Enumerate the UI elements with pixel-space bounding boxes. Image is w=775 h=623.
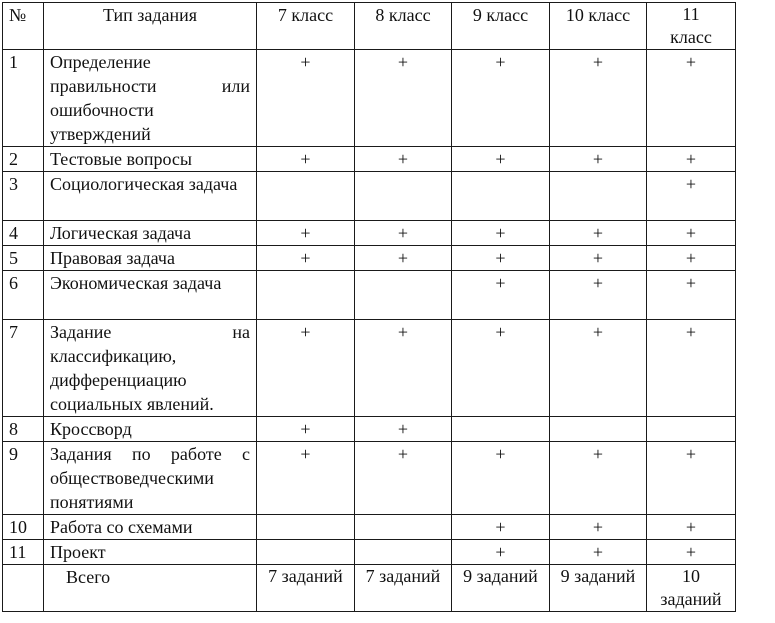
total-grade-8 (355, 565, 452, 612)
task-type-cell: Тестовые вопросы (44, 147, 257, 172)
grade-11-mark: + (647, 442, 736, 515)
grade-10-mark: + (550, 515, 647, 540)
row-number: 8 (3, 417, 44, 442)
grade-10-mark: + (550, 147, 647, 172)
task-type-cell: Правовая задача (44, 246, 257, 271)
row-number: 6 (3, 271, 44, 320)
table-row (3, 442, 736, 515)
grade-9-mark: + (452, 50, 550, 147)
table-row (3, 246, 736, 271)
grade-10-mark: + (550, 442, 647, 515)
grade-11-mark: + (647, 540, 736, 565)
total-number-cell (3, 565, 44, 612)
table-row (3, 50, 736, 147)
grade-11-mark: + (647, 320, 736, 417)
task-type-cell: Социологическая задача (44, 172, 257, 221)
grade-10-mark (550, 417, 647, 442)
grade-11-mark: + (647, 246, 736, 271)
table-row (3, 172, 736, 221)
grade-8-mark: + (355, 442, 452, 515)
total-value: 7 заданий (268, 566, 343, 586)
grade-11-mark: + (647, 271, 736, 320)
task-type-cell: Определение правильности или ошибочности утверждений (44, 50, 257, 147)
task-type-cell: Логическая задача (44, 221, 257, 246)
grade-10-mark: + (550, 540, 647, 565)
total-label: Всего (44, 565, 257, 612)
row-number: 2 (3, 147, 44, 172)
table-header-row (3, 3, 736, 50)
task-type-cell: Задание на классификацию, дифференциацию социальных явлений. (44, 320, 257, 417)
grade-9-mark: + (452, 515, 550, 540)
grade-9-mark (452, 172, 550, 221)
task-type-cell: Задания по работе с обществоведческими понятиями (44, 442, 257, 515)
row-number: 7 (3, 320, 44, 417)
header-number: № (3, 3, 44, 50)
table-row (3, 271, 736, 320)
grade-7-mark: + (257, 442, 355, 515)
row-number: 11 (3, 540, 44, 565)
total-grade-9 (452, 565, 550, 612)
grade-8-mark: + (355, 221, 452, 246)
task-types-table (2, 2, 736, 612)
grade-7-mark: + (257, 320, 355, 417)
grade-8-mark (355, 540, 452, 565)
table-row (3, 147, 736, 172)
header-grade-8: 8 класс (355, 3, 452, 50)
row-number: 3 (3, 172, 44, 221)
grade-11-mark: + (647, 515, 736, 540)
header-grade-11: 11 класс (647, 3, 736, 50)
task-type-cell: Экономическая задача (44, 271, 257, 320)
grade-11-mark: + (647, 147, 736, 172)
total-value: 9 заданий (560, 566, 636, 586)
grade-9-mark (452, 417, 550, 442)
grade-9-mark: + (452, 246, 550, 271)
grade-10-mark: + (550, 271, 647, 320)
grade-8-mark: + (355, 320, 452, 417)
grade-7-mark (257, 515, 355, 540)
grade-9-mark: + (452, 221, 550, 246)
row-number: 5 (3, 246, 44, 271)
grade-11-mark: + (647, 172, 736, 221)
grade-10-mark (550, 172, 647, 221)
grade-8-mark (355, 515, 452, 540)
grade-8-mark: + (355, 417, 452, 442)
table-row (3, 417, 736, 442)
row-number: 10 (3, 515, 44, 540)
row-number: 1 (3, 50, 44, 147)
grade-9-mark: + (452, 147, 550, 172)
task-type-cell: Кроссворд (44, 417, 257, 442)
total-value: 9 заданий (463, 566, 538, 586)
total-grade-11 (647, 565, 736, 612)
total-value: 10 заданий (660, 566, 722, 609)
grade-9-mark: + (452, 540, 550, 565)
grade-10-mark: + (550, 320, 647, 417)
grade-8-mark (355, 271, 452, 320)
grade-8-mark: + (355, 246, 452, 271)
grade-10-mark: + (550, 246, 647, 271)
header-grade-9: 9 класс (452, 3, 550, 50)
table-row (3, 515, 736, 540)
table-row (3, 540, 736, 565)
grade-11-mark: + (647, 221, 736, 246)
grade-8-mark (355, 172, 452, 221)
grade-7-mark: + (257, 246, 355, 271)
table-row (3, 221, 736, 246)
total-grade-10 (550, 565, 647, 612)
grade-7-mark (257, 271, 355, 320)
grade-11-mark (647, 417, 736, 442)
grade-11-mark: + (647, 50, 736, 147)
grade-7-mark: + (257, 417, 355, 442)
task-type-cell: Проект (44, 540, 257, 565)
grade-9-mark: + (452, 320, 550, 417)
grade-7-mark: + (257, 147, 355, 172)
grade-7-mark: + (257, 50, 355, 147)
grade-8-mark: + (355, 50, 452, 147)
total-value: 7 заданий (365, 566, 441, 586)
header-task-type: Тип задания (44, 3, 257, 50)
row-number: 9 (3, 442, 44, 515)
grade-9-mark: + (452, 271, 550, 320)
grade-7-mark (257, 540, 355, 565)
total-row (3, 565, 736, 612)
grade-7-mark (257, 172, 355, 221)
grade-9-mark: + (452, 442, 550, 515)
task-type-cell: Работа со схемами (44, 515, 257, 540)
header-grade-10: 10 класс (550, 3, 647, 50)
table-row (3, 320, 736, 417)
grade-10-mark: + (550, 221, 647, 246)
grade-8-mark: + (355, 147, 452, 172)
grade-7-mark: + (257, 221, 355, 246)
row-number: 4 (3, 221, 44, 246)
header-grade-7: 7 класс (257, 3, 355, 50)
grade-10-mark: + (550, 50, 647, 147)
total-grade-7 (257, 565, 355, 612)
